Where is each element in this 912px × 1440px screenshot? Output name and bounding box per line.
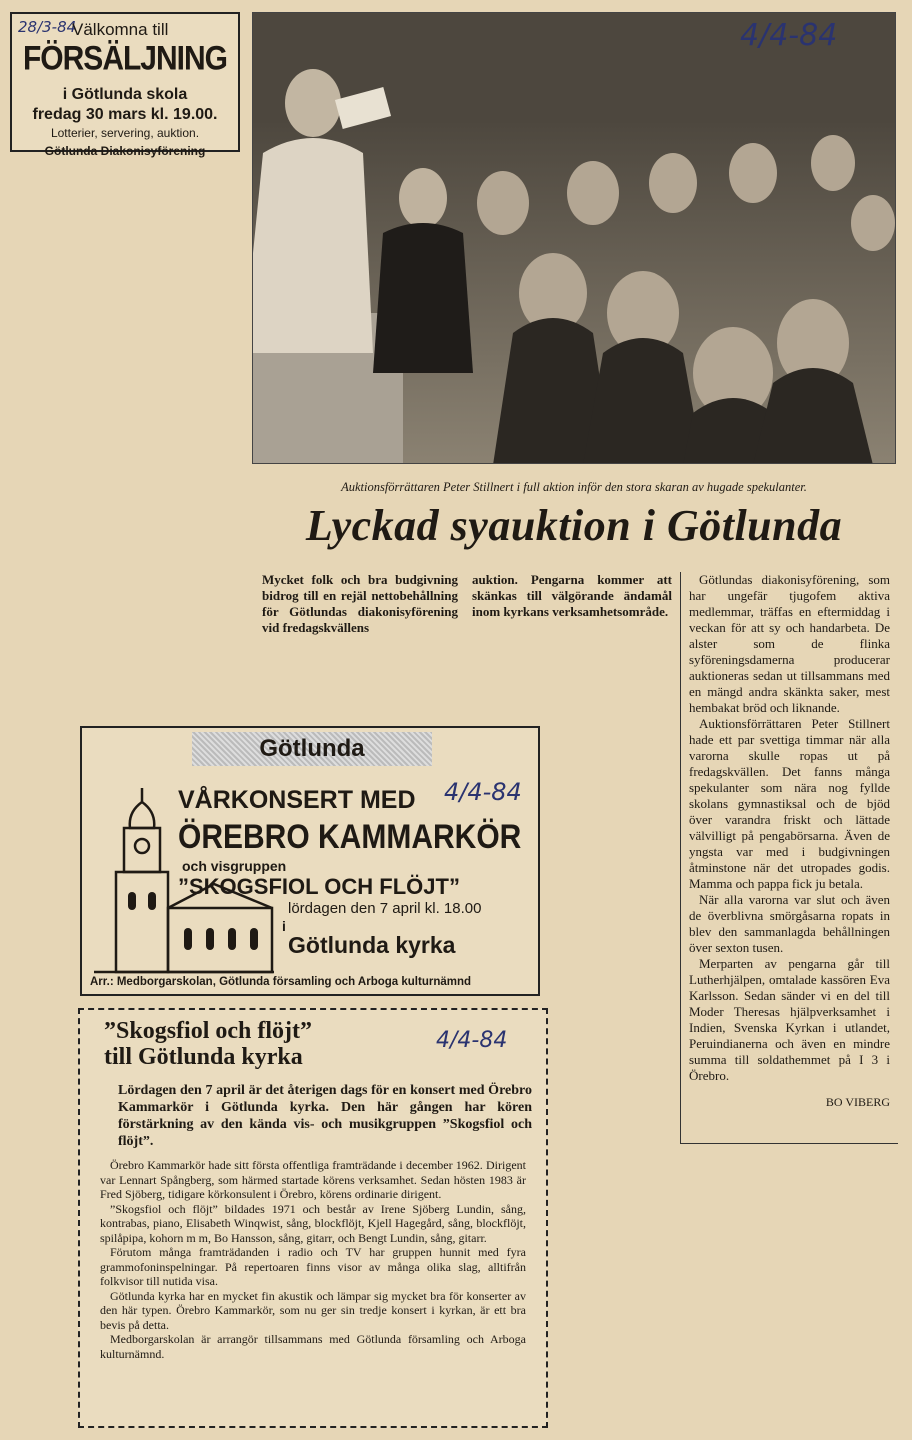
ad-title: FÖRSÄLJNING xyxy=(22,39,227,78)
paragraph: Medborgarskolan är arrangör tillsammans med Götlunda församling och Arboga kulturnämnd. xyxy=(100,1332,526,1361)
ad-welcome: Välkomna till xyxy=(72,20,169,39)
lead-column-1: Mycket folk och bra budgivning bidrog till en rejäl nettobehållning för Götlundas diakonisyförening vid fredagskvällens xyxy=(262,572,458,635)
concert-group: ”SKOGSFIOL OCH FLÖJT” xyxy=(178,874,460,899)
ad-extras: Lotterier, servering, auktion. xyxy=(50,126,200,140)
lead-column-2: auktion. Pengarna kommer att skänkas till välgörande ändamål inom kyrkans verksamhetsområde. xyxy=(472,572,672,619)
concert-title-1: VÅRKONSERT MED xyxy=(178,786,416,814)
paragraph: Förutom många framträdanden i radio och TV har gruppen hunnit med fyra grammofoninspelningar. På repertoaren finns visor av många olika slag, alltifrån folkvisor till nutida visa. xyxy=(100,1245,526,1288)
paragraph: Merparten av pengarna går till Lutherhjälpen, omtalade kassören Eva Karlsson. Sedan sänder vi en del till Moder Theresas hjälpverksamhet i Indien, Svenska Kyrkan i utlandet, Peruindianerna och även en mindre summa till soldathemmet på I 3 i Örebro. xyxy=(689,956,890,1083)
auction-photo-illustration xyxy=(253,13,896,464)
concert-article xyxy=(78,1008,548,1428)
paragraph: ”Skogsfiol och flöjt” bildades 1971 och består av Irene Sjöberg Lundin, sång, kontrabas, piano, Elisabeth Winqwist, sång, blockflöjt, Kjell Hagegård, sång, blockflöjt, spilåpipa, kohorn m m, Bo Hansson, sång, gitarr, och Bengt Lundin, sång, gitarr. xyxy=(100,1201,526,1245)
paragraph: Örebro Kammarkör hade sitt första offentliga framträdande i december 1962. Dirigent var Lennart Spångberg, som härmed startade körens verksamhet. Sedan hösten 1983 är Fred Sjöberg, tidigare körkonsulent i Örebro, körens ordinarie dirigent. xyxy=(100,1158,526,1201)
article-headline-line1: ”Skogsfiol och flöjt” xyxy=(104,1018,313,1044)
concert-title-2: ÖREBRO KAMMARKÖR xyxy=(178,818,522,856)
paragraph: Götlunda kyrka har en mycket fin akustik och lämpar sig mycket bra för konserter av den här typen. Örebro Kammarkör, som nu ger sin tredje konsert i kyrkan, är ett bra bevis på detta. xyxy=(100,1288,526,1332)
ad-place: i Götlunda skola xyxy=(62,86,188,103)
concert-subtitle: och visgruppen xyxy=(182,858,287,874)
ad-time: fredag 30 mars kl. 19.00. xyxy=(32,106,218,123)
article-body-column xyxy=(680,572,898,1144)
article-headline-line2: till Götlunda kyrka xyxy=(104,1044,303,1070)
location-tag: Götlunda xyxy=(192,732,432,766)
article-lead: Lördagen den 7 april är det återigen dags för en konsert med Örebro Kammarkör i Götlunda kyrka. Den här gången har kören förstärkning av den kända vis- och musikgruppen ”Skogsfiol och flöjt”. xyxy=(118,1083,532,1149)
handwritten-date: 4/4-84 xyxy=(740,18,838,53)
photo-caption: Auktionsförrättaren Peter Stillnert i full aktion inför den stora skaran av hugade spekulanter. xyxy=(341,480,807,494)
byline: BO VIBERG xyxy=(825,1095,890,1109)
handwritten-date: 4/4-84 xyxy=(436,1028,508,1053)
auction-photo xyxy=(252,12,896,464)
paragraph: Auktionsförrättaren Peter Stillnert hade ett par svettiga timmar när alla varorna skulle ropas ut på fredagskvällen. Det fanns många spekulanter som nära nog fyllde skolans gymnastiksal och de bjöd över varandra friskt och lättade välvilligt på pengabörsarna. Även de yngsta var med i budgivningen åtminstone när det utropades godis. Mamma och pappa fick ju betala. xyxy=(689,716,890,891)
handwritten-date: 28/3-84 xyxy=(18,18,77,36)
handwritten-date: 4/4-84 xyxy=(444,778,522,806)
concert-datetime: lördagen den 7 april kl. 18.00 xyxy=(288,900,482,917)
concert-organizers: Arr.: Medborgarskolan, Götlunda församling och Arboga kulturnämnd xyxy=(90,976,472,988)
article-headline: Lyckad syauktion i Götlunda xyxy=(305,501,843,550)
paragraph: Götlundas diakonisyförening, som har ungefär tjugofem aktiva medlemmar, träffas en eftermiddag i veckan för att sy och handarbeta. De alster som de flinka syföreningsdamerna producerar auktioneras sedan ut tillsammans med en mängd andra skänkta saker, mest hembakat bröd och liknande. xyxy=(689,572,890,715)
concert-advertisement xyxy=(80,726,540,996)
paragraph: När alla varorna var slut och även de överblivna smörgåsarna ropats in blev den sammanlagda behållningen över sexton tusen. xyxy=(689,892,890,955)
sale-advertisement xyxy=(10,12,240,158)
concert-venue: Götlunda kyrka xyxy=(288,932,456,958)
ad-organizer: Götlunda Diakonisyförening xyxy=(44,144,206,158)
concert-preposition: i xyxy=(282,918,286,934)
